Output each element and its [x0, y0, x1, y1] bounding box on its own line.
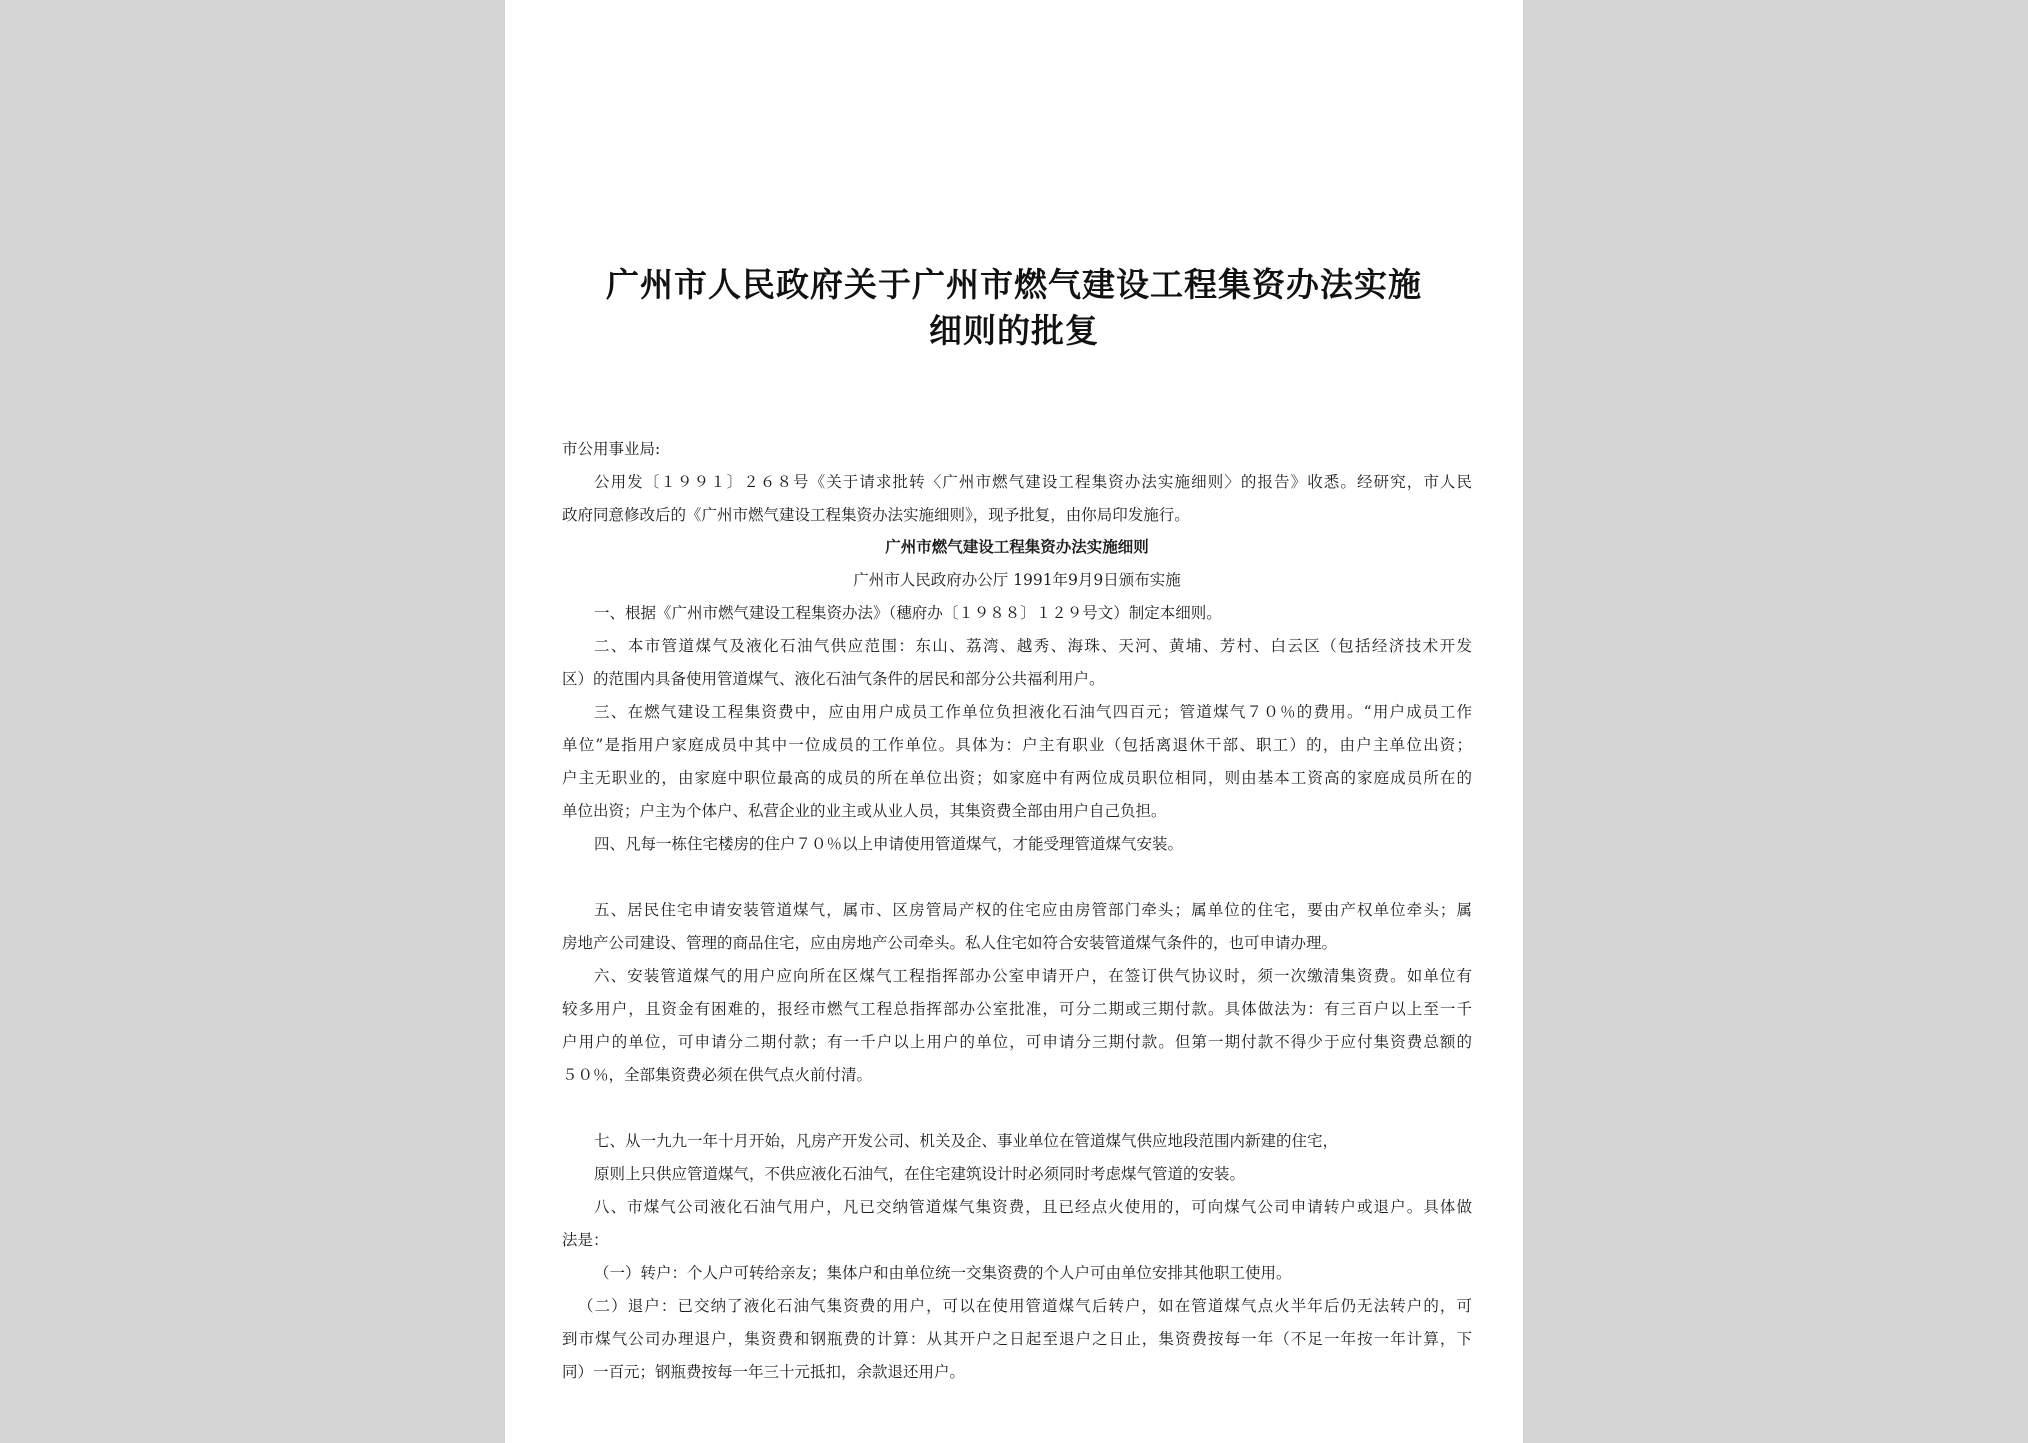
- paragraph-line: 二、本市管道煤气及液化石油气供应范围：东山、荔湾、越秀、海珠、天河、黄埔、芳村、白云区（包括经济技术开发: [594, 637, 1472, 655]
- paragraph-line: 户用户的单位，可申请分二期付款；有一千户以上用户的单位，可申请分三期付款。但第一期付款不得少于应付集资费总额的: [562, 1033, 1472, 1051]
- subtitle: 广州市燃气建设工程集资办法实施细则: [885, 537, 1149, 556]
- paragraph-line: 同）一百元；钢瓶费按每一年三十元抵扣，余款退还用户。: [562, 1363, 966, 1381]
- title-line: 细则的批复: [929, 311, 1099, 350]
- paragraph-line: 一、根据《广州市燃气建设工程集资办法》（穗府办〔１９８８〕１２９号文）制定本细则。: [594, 604, 1222, 622]
- paragraph-line: （一）转户：个人户可转给亲友；集体户和由单位统一交集资费的个人户可由单位安排其他职工使用。: [594, 1264, 1292, 1282]
- paragraph-line: 房地产公司建设、管理的商品住宅，应由房地产公司牵头。私人住宅如符合安装管道煤气条件的，也可申请办理。: [562, 934, 1338, 952]
- document-title: [555, 262, 1473, 354]
- paragraph-line: 户主无职业的，由家庭中职位最高的成员的所在单位出资；如家庭中有两位成员职位相同，则由基本工资高的家庭成员所在的: [562, 769, 1472, 787]
- addressee: 市公用事业局:: [562, 440, 661, 458]
- paragraph-line: 三、在燃气建设工程集资费中，应由用户成员工作单位负担液化石油气四百元；管道煤气７０％的费用。“用户成员工作: [594, 703, 1472, 721]
- document-page: [505, 0, 1523, 1443]
- paragraph-line: ５０％，全部集资费必须在供气点火前付清。: [562, 1066, 873, 1084]
- paragraph-line: 政府同意修改后的《广州市燃气建设工程集资办法实施细则》，现予批复，由你局印发施行。: [562, 506, 1190, 524]
- paragraph-line: 单位出资；户主为个体户、私营企业的业主或从业人员，其集资费全部由用户自己负担。: [562, 802, 1167, 820]
- paragraph-line: 较多用户，且资金有困难的，报经市燃气工程总指挥部办公室批准，可分二期或三期付款。具体做法为：有三百户以上至一千: [562, 1000, 1472, 1018]
- paragraph-line: 六、安装管道煤气的用户应向所在区煤气工程指挥部办公室申请开户，在签订供气协议时，须一次缴清集资费。如单位有: [594, 967, 1472, 985]
- paragraph-line: 公用发〔１９９１〕２６８号《关于请求批转〈广州市燃气建设工程集资办法实施细则〉的报告》收悉。经研究，市人民: [594, 473, 1472, 491]
- paragraph-line: 四、凡每一栋住宅楼房的住户７０％以上申请使用管道煤气，才能受理管道煤气安装。: [594, 835, 1184, 853]
- paragraph-line: 法是：: [562, 1231, 609, 1249]
- paragraph-line: 单位”是指用户家庭成员中其中一位成员的工作单位。具体为：户主有职业（包括离退休干部、职工）的，由户主单位出资；: [562, 736, 1472, 754]
- paragraph-line: 七、从一九九一年十月开始，凡房产开发公司、机关及企、事业单位在管道煤气供应地段范围内新建的住宅，: [594, 1132, 1339, 1150]
- paragraph-line: 原则上只供应管道煤气，不供应液化石油气，在住宅建筑设计时必须同时考虑煤气管道的安装。: [594, 1165, 1246, 1183]
- paragraph-line: 区）的范围内具备使用管道煤气、液化石油气条件的居民和部分公共福利用户。: [562, 670, 1105, 688]
- issue-line: 广州市人民政府办公厅 1991年9月9日颁布实施: [853, 571, 1181, 589]
- paragraph-line: （二）退户：已交纳了液化石油气集资费的用户，可以在使用管道煤气后转户，如在管道煤气点火半年后仍无法转户的，可: [578, 1297, 1472, 1315]
- paragraph-line: 到市煤气公司办理退户，集资费和钢瓶费的计算：从其开户之日起至退户之日止，集资费按每一年（不足一年按一年计算，下: [562, 1330, 1472, 1348]
- paragraph-line: 八、市煤气公司液化石油气用户，凡已交纳管道煤气集资费，且已经点火使用的，可向煤气公司申请转户或退户。具体做: [594, 1198, 1472, 1216]
- title-line: 广州市人民政府关于广州市燃气建设工程集资办法实施: [606, 265, 1422, 304]
- paragraph-line: 五、居民住宅申请安装管道煤气，属市、区房管局产权的住宅应由房管部门牵头；属单位的住宅，要由产权单位牵头；属: [594, 901, 1472, 919]
